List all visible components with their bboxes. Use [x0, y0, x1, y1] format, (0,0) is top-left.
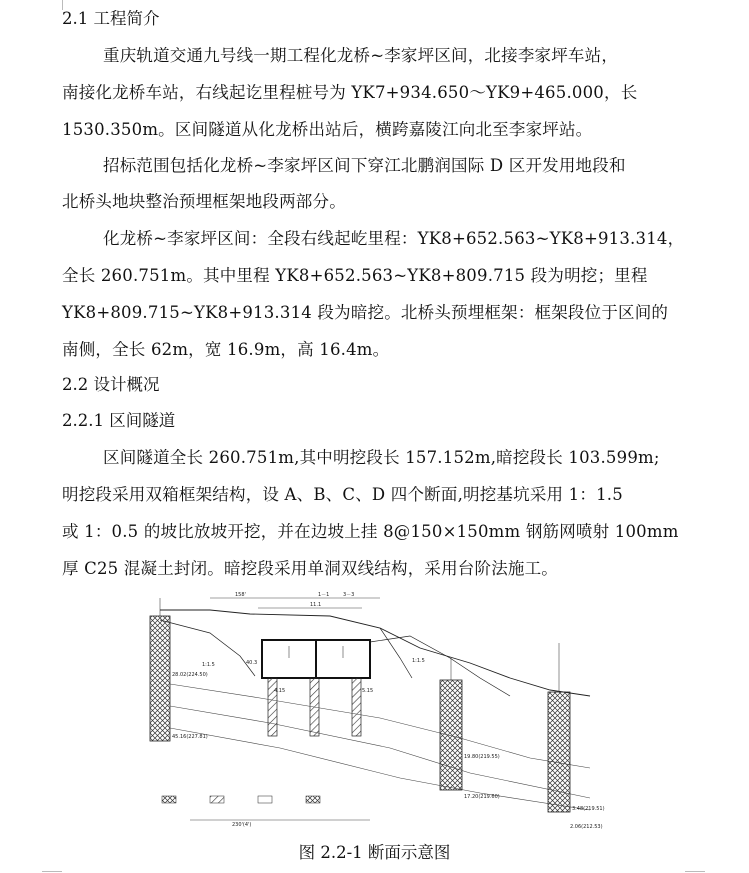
label-e2: 4.15: [274, 688, 286, 694]
p3-line-3: YK8+809.715~YK8+913.314 段为暗挖。北桥头预埋框架：框架段位于区间的: [62, 303, 669, 322]
p4-line-1: 区间隧道全长 260.751m,其中明挖段长 157.152m,暗挖段长 103.599m;: [103, 448, 660, 467]
cross-section-figure: [150, 588, 605, 833]
left-pile: [150, 616, 170, 741]
stratum-line-1: [170, 684, 590, 768]
support-pile-1: [268, 678, 277, 736]
legend-swatch-3: [258, 796, 272, 803]
label-dim-top: 11.1: [310, 602, 322, 608]
label-section-1: 1－1: [318, 592, 330, 598]
heading-2-1: 2.1 工程简介: [62, 9, 160, 28]
box-frame-left: [262, 640, 316, 678]
p4-line-4: 厚 C25 混凝土封闭。暗挖段采用单洞双线结构，采用台阶法施工。: [62, 559, 559, 578]
p3-line-1: 化龙桥~李家坪区间：全段右线起屹里程：YK8+652.563~YK8+913.314，: [103, 229, 685, 248]
p1-line-3: 1530.350m。区间隧道从化龙桥出站后，横跨嘉陵江向北至李家坪站。: [62, 120, 593, 139]
stratum-line-2: [170, 706, 590, 798]
crop-mark-bottom-left: [42, 871, 62, 872]
p3-line-2: 全长 260.751m。其中里程 YK8+652.563~YK8+809.715 段为明挖；里程: [62, 266, 648, 285]
p2-line-2: 北桥头地块整治预埋框架地段两部分。: [62, 192, 346, 211]
label-elev5: 3.48(219.51): [572, 806, 605, 812]
legend-swatch-1: [162, 796, 176, 803]
p3-line-4: 南侧，全长 62m，宽 16.9m，高 16.4m。: [62, 340, 390, 359]
heading-2-2: 2.2 设计概况: [62, 375, 160, 394]
p4-line-3: 或 1：0.5 的坡比放坡开挖，并在边坡上挂 8@150×150mm 钢筋网喷射 100mm: [62, 522, 679, 541]
legend-swatch-2: [210, 796, 224, 803]
middle-pile: [440, 680, 462, 790]
p1-line-1: 重庆轨道交通九号线一期工程化龙桥~李家坪区间，北接李家坪车站，: [103, 46, 619, 65]
label-elev3: 19.80(219.55): [464, 754, 500, 760]
label-elev2: 28.02(224.50): [172, 672, 208, 678]
p1-line-2: 南接化龙桥车站，右线起讫里程桩号为 YK7+934.650～YK9+465.000，长: [62, 83, 638, 102]
label-elev1: 45.16(227.81): [172, 734, 208, 740]
crop-mark-bottom-right: [685, 871, 705, 872]
label-slope-1: 1:1.5: [202, 662, 215, 668]
label-e3: 5.15: [362, 688, 374, 694]
stratum-line-3: [170, 728, 590, 810]
box-frame-right: [316, 640, 370, 678]
heading-2-2-1: 2.2.1 区间隧道: [62, 411, 176, 430]
label-e1: 40.3: [246, 660, 258, 666]
label-elev6: 2.06(212.53): [570, 824, 603, 830]
label-section-3: 3－3: [343, 592, 355, 598]
label-slope-2: 1:1.5: [412, 658, 425, 664]
label-elev4: 17.20(219.60): [464, 794, 500, 800]
legend-swatch-4: [306, 796, 320, 803]
label-bottom-dim: 230'(4'): [232, 822, 252, 828]
figure-caption: 图 2.2-1 断面示意图: [298, 843, 451, 862]
ground-surface-line: [160, 610, 590, 696]
right-pile: [548, 692, 570, 812]
support-pile-3: [352, 678, 361, 736]
p2-line-1: 招标范围包括化龙桥~李家坪区间下穿江北鹏润国际 D 区开发用地段和: [103, 156, 626, 175]
p4-line-2: 明挖段采用双箱框架结构，设 A、B、C、D 四个断面,明挖基坑采用 1：1.5: [62, 485, 623, 504]
label-top-dim: 158': [235, 592, 246, 598]
